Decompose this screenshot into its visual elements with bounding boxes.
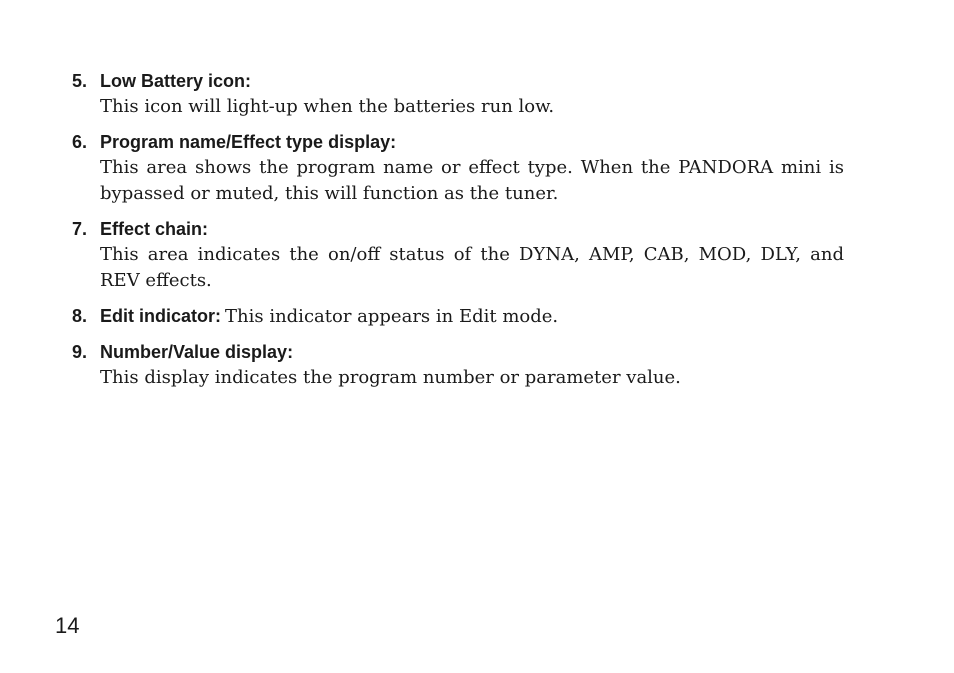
item-content <box>100 68 844 120</box>
item-description: This icon will light-up when the batteries run low. <box>100 96 555 117</box>
page-number: 14 <box>55 613 80 638</box>
item-description: This area indicates the on/off status of the DYNA, AMP, CAB, MOD, DLY, and REV effects. <box>100 244 844 291</box>
list-item-effect-chain <box>72 216 844 294</box>
item-description: This area shows the program name or effect type. When the PANDORA mini is bypassed or muted, this will function as the tuner. <box>100 157 844 204</box>
item-number: 6. <box>72 132 88 152</box>
item-heading: Low Battery icon: <box>100 71 252 91</box>
list-item-edit-indicator <box>72 303 844 330</box>
item-description: This display indicates the program number or parameter value. <box>100 367 681 388</box>
numbered-list <box>72 68 844 400</box>
item-number: 9. <box>72 342 88 362</box>
item-number: 8. <box>72 306 88 326</box>
list-item-number-value-display <box>72 339 844 391</box>
list-item-program-name-display <box>72 129 844 207</box>
item-number: 7. <box>72 219 88 239</box>
item-heading: Program name/Effect type display: <box>100 132 397 152</box>
item-number: 5. <box>72 71 88 91</box>
item-description <box>225 306 558 327</box>
item-heading: Number/Value display: <box>100 342 294 362</box>
item-content <box>100 129 844 207</box>
item-heading: Effect chain: <box>100 219 209 239</box>
item-content <box>100 339 844 391</box>
list-item-low-battery <box>72 68 844 120</box>
item-description-text: This indicator appears in Edit mode. <box>225 306 559 327</box>
item-heading: Edit indicator: <box>100 306 221 326</box>
item-content <box>100 303 844 330</box>
item-content <box>100 216 844 294</box>
